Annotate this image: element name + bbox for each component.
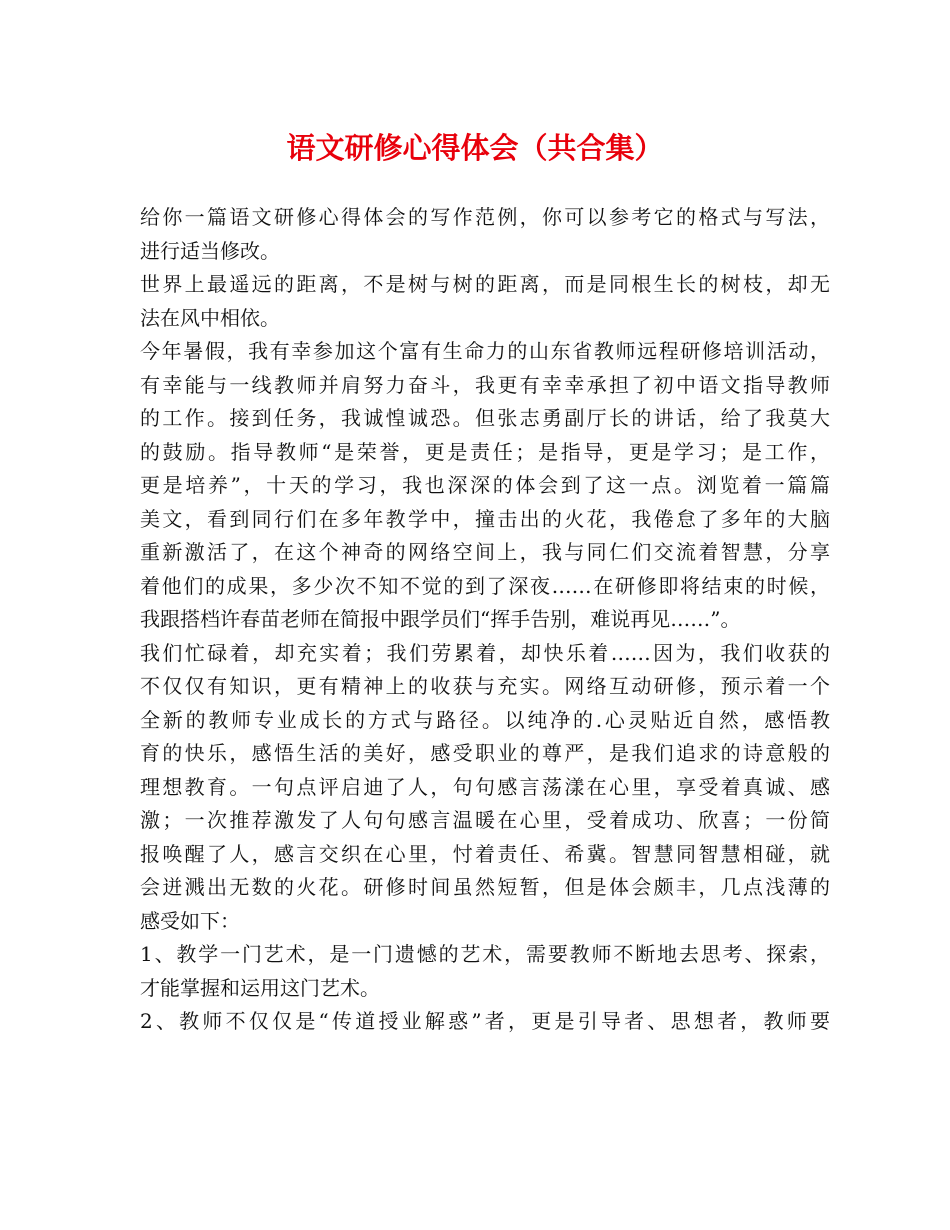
document-title: 语文研修心得体会（共合集） xyxy=(286,131,664,165)
text-line: 着他们的成果，多少次不知不觉的到了深夜……在研修即将结束的时候， xyxy=(140,573,830,598)
text-line: 进行适当修改。 xyxy=(140,238,280,263)
text-line: 美文，看到同行们在多年教学中，撞击出的火花，我倦怠了多年的大脑 xyxy=(140,506,830,531)
text-line: 感受如下： xyxy=(140,908,240,933)
document-body xyxy=(140,201,830,1039)
text-line: 全新的教师专业成长的方式与路径。以纯净的.心灵贴近自然，感悟教 xyxy=(140,707,830,732)
text-line: 报唤醒了人，感言交织在心里，忖着责任、希冀。智慧同智慧相碰，就 xyxy=(140,841,830,866)
text-line: 世界上最遥远的距离，不是树与树的距离，而是同根生长的树枝，却无 xyxy=(140,272,830,296)
text-line: 才能掌握和运用这门艺术。 xyxy=(140,975,380,1000)
text-line: 给你一篇语文研修心得体会的写作范例，你可以参考它的格式与写法， xyxy=(140,205,830,229)
text-line: 会迸溅出无数的火花。研修时间虽然短暂，但是体会颇丰，几点浅薄的 xyxy=(140,875,830,899)
text-line: 有幸能与一线教师并肩努力奋斗，我更有幸幸承担了初中语文指导教师 xyxy=(140,372,830,397)
text-line: 激；一次推荐激发了人句句感言温暖在心里，受着成功、欣喜；一份简 xyxy=(140,808,830,832)
text-line: 不仅仅有知识，更有精神上的收获与充实。网络互动研修，预示着一个 xyxy=(140,674,830,698)
text-line: 1、教学一门艺术，是一门遗憾的艺术，需要教师不断地去思考、探索， xyxy=(140,942,830,966)
text-line: 法在风中相依。 xyxy=(140,305,280,330)
text-line: 的鼓励。指导教师“是荣誉，更是责任；是指导，更是学习；是工作， xyxy=(140,439,830,464)
text-line: 我跟搭档许春苗老师在简报中跟学员们“挥手告别，难说再见……”。 xyxy=(140,607,741,631)
text-line: 更是培养”，十天的学习，我也深深的体会到了这一点。浏览着一篇篇 xyxy=(140,473,830,497)
text-line: 育的快乐，感悟生活的美好，感受职业的尊严，是我们追求的诗意般的 xyxy=(140,741,830,765)
text-line: 重新激活了，在这个神奇的网络空间上，我与同仁们交流着智慧，分享 xyxy=(140,540,830,564)
text-line: 今年暑假，我有幸参加这个富有生命力的山东省教师远程研修培训活动， xyxy=(140,339,830,363)
text-line: 理想教育。一句点评启迪了人，句句感言荡漾在心里，享受着真诚、感 xyxy=(140,774,830,799)
text-line: 2、教师不仅仅是“传道授业解惑”者，更是引导者、思想者，教师要 xyxy=(140,1009,830,1033)
text-line: 我们忙碌着，却充实着；我们劳累着，却快乐着……因为，我们收获的 xyxy=(140,640,830,665)
text-line: 的工作。接到任务，我诚惶诚恐。但张志勇副厅长的讲话，给了我莫大 xyxy=(140,406,830,430)
